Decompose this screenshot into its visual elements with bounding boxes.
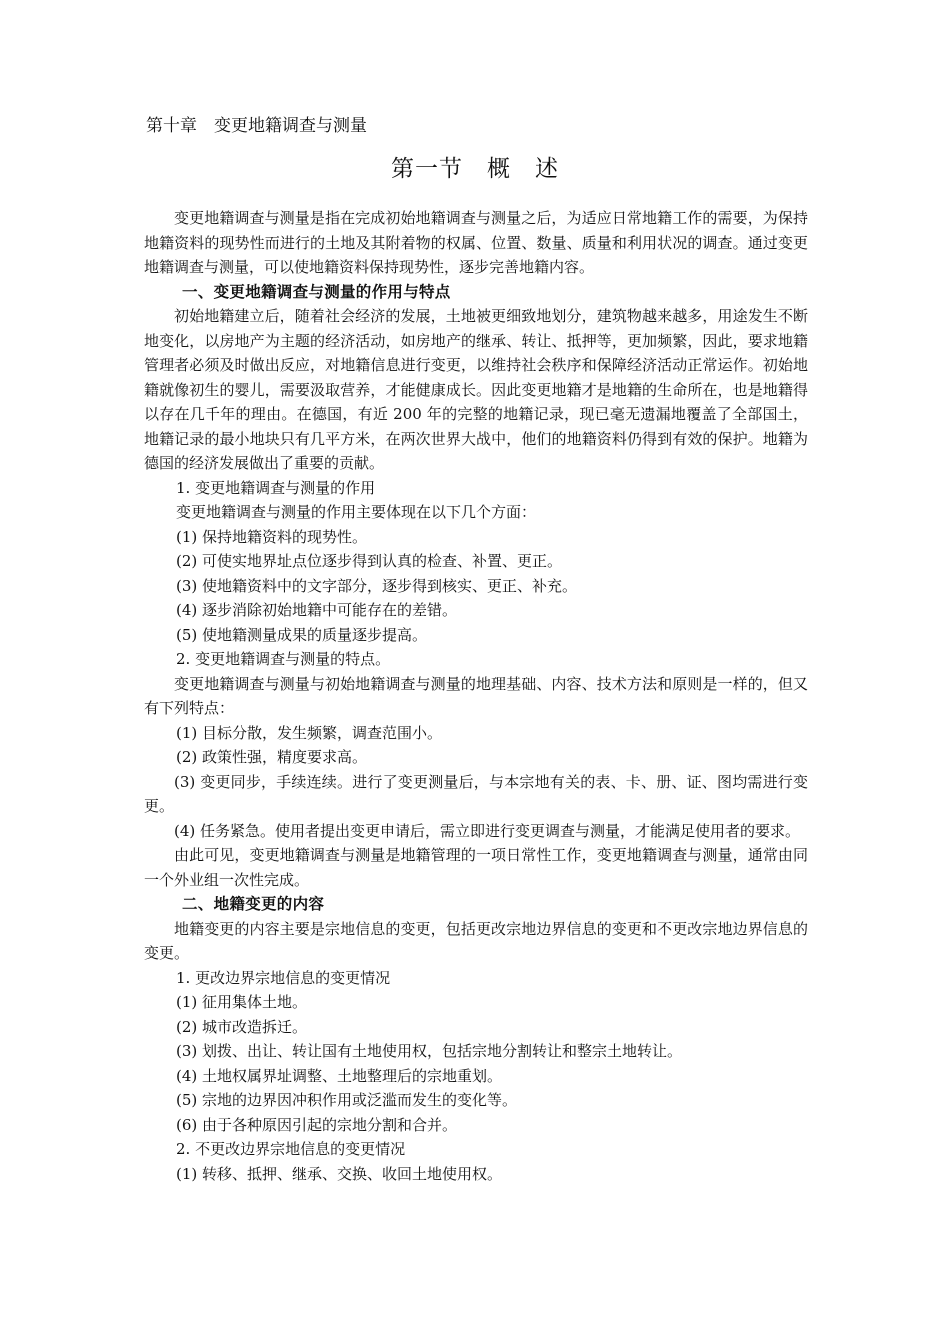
list-item: (3) 使地籍资料中的文字部分，逐步得到核实、更正、补充。	[176, 576, 578, 595]
part1-paragraph: 初始地籍建立后，随着社会经济的发展，土地被更细致地划分，建筑物越来越多，用途发生不断地变化，以房地产为主题的经济活动，如房地产的继承、转让、抵押等，更加频繁，因此，要求地籍管理者必须及时做出反应，对地籍信息进行变更，以维持社会秩序和保障经济活动正常运作。初始地籍就像初生的婴儿，需要汲取营养，才能健康成长。因此变更地籍才是地籍的生命所在，也是地籍得以存在几千年的理由。在德国，有近 200 年的完整的地籍记录，现已毫无遗漏地覆盖了全部国土，地籍记录的最小地块只有几平方米，在两次世界大战中，他们的地籍资料仍得到有效的保护。地籍为德国的经济发展做出了重要的贡献。	[144, 307, 808, 472]
chapter-title: 第十章 变更地籍调查与测量	[146, 116, 367, 136]
part1-sub2-lead: 变更地籍调查与测量与初始地籍调查与测量的地理基础、内容、技术方法和原则是一样的，但又有下列特点：	[144, 674, 808, 717]
part2-paragraph: 地籍变更的内容主要是宗地信息的变更，包括更改宗地边界信息的变更和不更改宗地边界信息的变更。	[144, 919, 808, 962]
list-item: (3) 变更同步，手续连续。进行了变更测量后，与本宗地有关的表、卡、册、证、图均需进行变更。	[144, 772, 808, 815]
part1-heading: 一、变更地籍调查与测量的作用与特点	[182, 282, 451, 301]
part2-heading: 二、地籍变更的内容	[182, 895, 325, 913]
list-item: (2) 可使实地界址点位逐步得到认真的检查、补置、更正。	[176, 552, 563, 570]
list-item: (2) 政策性强，精度要求高。	[176, 748, 368, 766]
document-body	[144, 206, 808, 1186]
list-item: (4) 任务紧急。使用者提出变更申请后，需立即进行变更调查与测量，才能满足使用者的要求。	[174, 821, 801, 840]
list-item: (4) 土地权属界址调整、土地整理后的宗地重划。	[176, 1066, 503, 1085]
part1-conclusion: 由此可见，变更地籍调查与测量是地籍管理的一项日常性工作，变更地籍调查与测量，通常由同一个外业组一次性完成。	[144, 846, 808, 889]
list-item: (5) 宗地的边界因冲积作用或泛滥而发生的变化等。	[176, 1091, 518, 1109]
list-item: (5) 使地籍测量成果的质量逐步提高。	[176, 625, 428, 644]
part2-sub1-title: 1. 更改边界宗地信息的变更情况	[176, 968, 391, 987]
part1-sub2-title: 2. 变更地籍调查与测量的特点。	[176, 650, 391, 668]
list-item: (1) 保持地籍资料的现势性。	[176, 527, 368, 546]
intro-paragraph: 变更地籍调查与测量是指在完成初始地籍调查与测量之后，为适应日常地籍工作的需要，为保持地籍资料的现势性而进行的土地及其附着物的权属、位置、数量、质量和利用状况的调查。通过变更地籍调查与测量，可以使地籍资料保持现势性，逐步完善地籍内容。	[144, 209, 808, 276]
part2-sub2-title: 2. 不更改边界宗地信息的变更情况	[176, 1140, 406, 1158]
list-item: (3) 划拨、出让、转让国有土地使用权，包括宗地分割转让和整宗土地转让。	[176, 1042, 683, 1060]
list-item: (1) 征用集体土地。	[176, 993, 308, 1011]
list-item: (4) 逐步消除初始地籍中可能存在的差错。	[176, 601, 458, 619]
part1-sub1-title: 1. 变更地籍调查与测量的作用	[176, 478, 376, 497]
list-item: (1) 转移、抵押、继承、交换、收回土地使用权。	[176, 1164, 503, 1183]
section-title: 第一节 概 述	[391, 156, 559, 182]
part1-sub1-lead: 变更地籍调查与测量的作用主要体现在以下几个方面：	[176, 503, 537, 521]
list-item: (6) 由于各种原因引起的宗地分割和合并。	[176, 1115, 458, 1134]
list-item: (1) 目标分散，发生频繁，调查范围小。	[176, 723, 443, 742]
list-item: (2) 城市改造拆迁。	[176, 1017, 308, 1036]
